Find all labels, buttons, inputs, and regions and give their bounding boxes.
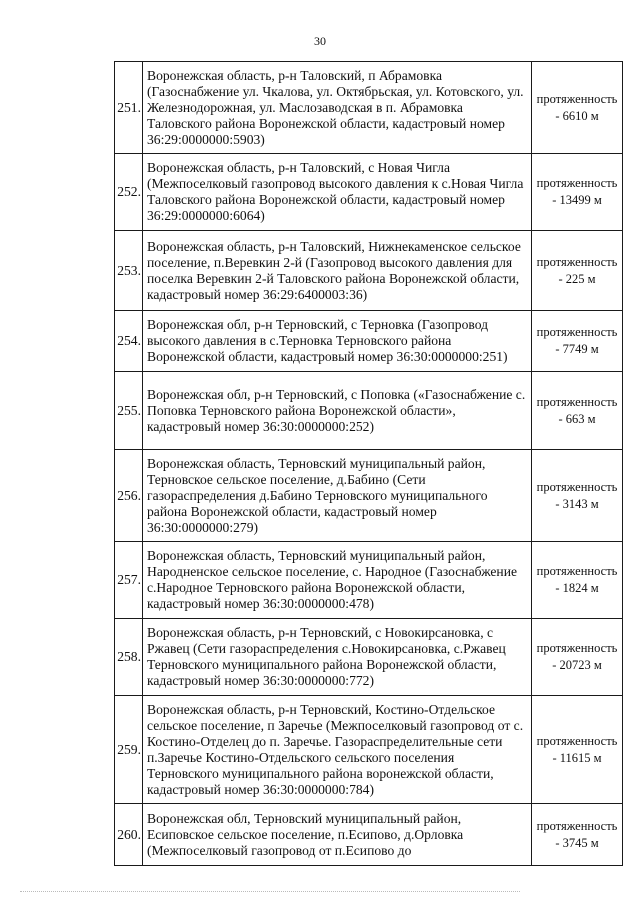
length-label: протяженность [536,818,618,833]
row-length [532,619,623,696]
table-row [115,62,623,154]
row-length [532,62,623,154]
row-description: Воронежская обл, р-н Терновский, с Поповка («Газоснабжение с. Поповка Терновского района Воронежской области», кадастровый номер 36:30:0000000:252) [143,372,532,450]
row-description: Воронежская область, Терновский муниципальный район, Народненское сельское поселение, с. Народное (Газоснабжение с.Народное Терновского района Воронежской области, кадастровый номер 36:30:0000000:478) [143,542,532,619]
length-label: протяженность [536,176,618,190]
table-row [115,696,623,804]
row-number: 259. [115,696,143,804]
row-number: 257. [115,542,143,619]
length-value: - 3143 м [555,496,599,511]
row-number: 254. [115,311,143,372]
row-description: Воронежская обл, р-н Терновский, с Терновка (Газопровод высокого давления в с.Терновка Терновского района Воронежской области, кадастровый номер 36:30:0000000:251) [143,311,532,372]
row-description: Воронежская обл, Терновский муниципальный район, Есиповское сельское поселение, п.Есипово, д.Орловка (Межпоселковый газопровод от п.Есипово до [143,804,532,866]
table-row [115,542,623,619]
length-label: протяженность [536,564,618,578]
length-label: протяженность [536,254,618,269]
length-label: протяженность [536,641,618,655]
row-length [532,231,623,311]
row-number: 255. [115,372,143,450]
row-length [532,311,623,372]
row-length [532,450,623,542]
row-number: 252. [115,154,143,231]
length-value: - 20723 м [552,658,602,672]
length-value: - 11615 м [552,750,602,765]
length-value: - 663 м [558,411,596,426]
table-row [115,311,623,372]
length-label: протяженность [536,394,618,409]
length-value: - 225 м [558,271,596,286]
table-row [115,619,623,696]
table-body [115,62,623,866]
row-length [532,372,623,450]
length-value: - 13499 м [552,193,602,207]
length-value: - 3745 м [555,835,599,850]
row-description: Воронежская область, р-н Таловский, п Абрамовка (Газоснабжение ул. Чкалова, ул. Октябрьская, ул. Котовского, ул. Железнодорожная, ул. Маслозаводская в п. Абрамовка Таловского района Воронежской области, кадастровый номер 36:29:0000000:5903) [143,62,532,154]
row-number: 253. [115,231,143,311]
length-value: - 7749 м [555,342,599,356]
page-number: 30 [314,34,326,48]
table-row [115,154,623,231]
gas-network-table [114,61,623,866]
bottom-divider [20,891,520,892]
table-row [115,231,623,311]
length-label: протяженность [536,91,618,106]
length-label: протяженность [536,325,618,339]
row-description: Воронежская область, р-н Таловский, с Новая Чигла (Межпоселковый газопровод высокого давления к с.Новая Чигла Таловского района Воронежской области, кадастровый номер 36:29:0000000:6064) [143,154,532,231]
row-length [532,154,623,231]
row-length [532,804,623,866]
row-number: 256. [115,450,143,542]
row-description: Воронежская область, р-н Терновский, Костино-Отдельское сельское поселение, п Заречье (Межпоселковый газопровод от с. Костино-Отделец до п. Заречье. Газораспределительные сети п.Заречье Костино-Отдельского сельского поселения Терновского муниципального района воронежской области, кадастровый номер 36:30:0000000:784) [143,696,532,804]
row-number: 251. [115,62,143,154]
row-number: 258. [115,619,143,696]
length-label: протяженность [536,479,618,494]
length-value: - 6610 м [555,108,599,123]
row-length [532,542,623,619]
table-row [115,450,623,542]
table-row [115,804,623,866]
row-description: Воронежская область, р-н Таловский, Нижнекаменское сельское поселение, п.Веревкин 2-й (Газопровод высокого давления для поселка Веревкин 2-й Таловского района Воронежской области, кадастровый номер 36:29:6400003:36) [143,231,532,311]
table-row [115,372,623,450]
length-value: - 1824 м [555,581,599,595]
row-description: Воронежская область, р-н Терновский, с Новокирсановка, с Ржавец (Сети газораспределения с.Новокирсановка, с.Ржавец Терновского муниципального района Воронежской области, кадастровый номер 36:30:0000000:772) [143,619,532,696]
row-description: Воронежская область, Терновский муниципальный район, Терновское сельское поселение, д.Бабино (Сети газораспределения д.Бабино Терновского муниципального района Воронежской области, кадастровый номер 36:30:0000000:279) [143,450,532,542]
length-label: протяженность [536,733,618,748]
row-number: 260. [115,804,143,866]
row-length [532,696,623,804]
